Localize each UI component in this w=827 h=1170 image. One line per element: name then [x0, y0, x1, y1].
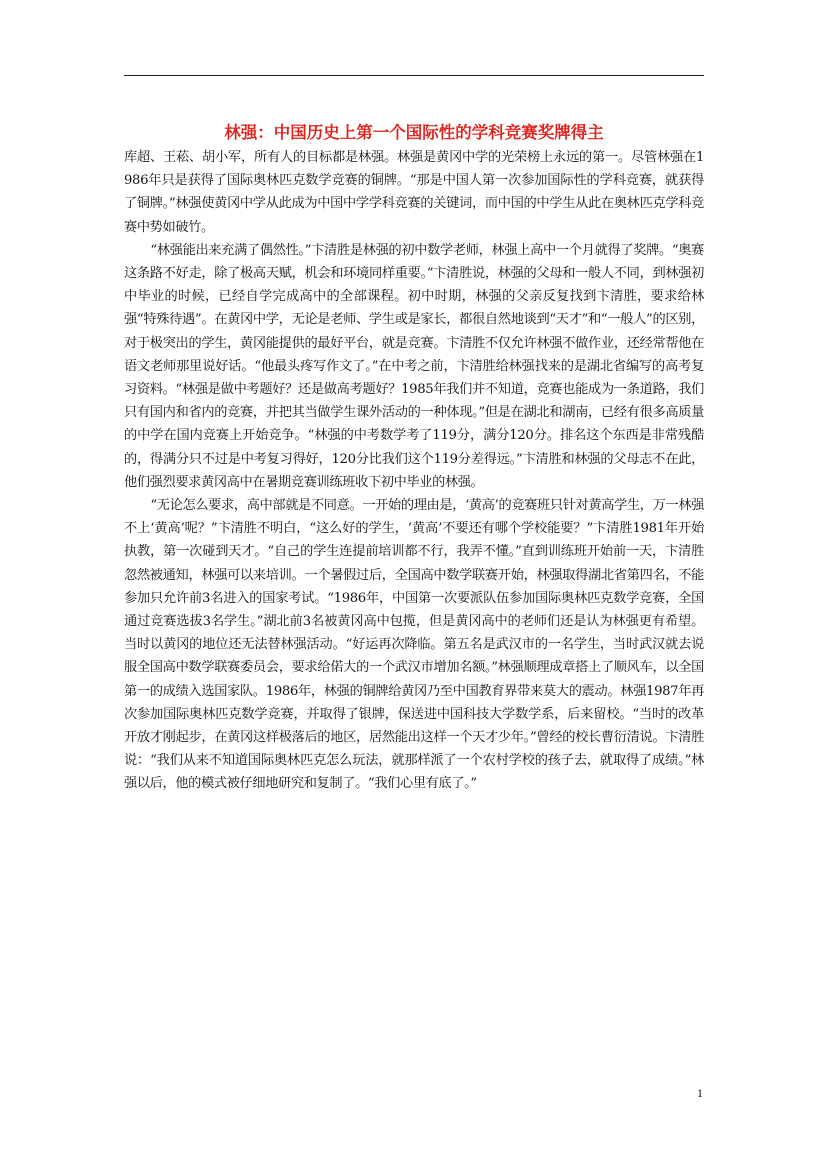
page-number: 1 — [697, 1086, 703, 1100]
article-body — [124, 146, 704, 796]
article-title: 林强：中国历史上第一个国际性的学科竞赛奖牌得主 — [224, 123, 604, 143]
header-rule — [124, 75, 704, 76]
paragraph-2: “林强能出来充满了偶然性。”卞清胜是林强的初中数学老师，林强上高中一个月就得了奖牌。“奥赛这条路不好走，除了极高天赋，机会和环境同样重要。”卞清胜说，林强的父母和一般人不同，到林强初中毕业的时候，已经自学完成高中的全部课程。初中时期，林强的父亲反复找到卞清胜，要求给林强“特殊待遇”。在黄冈中学，无论是老师、学生或是家长，都很自然地谈到“天才”和“一般人”的区别，对于极突出的学生，黄冈能提供的最好平台，就是竞赛。卞清胜不仅允许林强不做作业，还经常帮他在语文老师那里说好话。“他最头疼写作文了。”在中考之前，卞清胜给林强找来的是湖北省编写的高考复习资料。“林强是做中考题好？还是做高考题好？1985年我们并不知道，竞赛也能成为一条道路，我们只有国内和省内的竞赛，并把其当做学生课外活动的一种体现。”但是在湖北和湖南，已经有很多高质量的中学在国内竞赛上开始竞争。“林强的中考数学考了119分，满分120分。排名这个东西是非常残酷的，得满分只不过是中考复习得好，120分比我们这个119分差得远。”卞清胜和林强的父母志不在此，他们强烈要求黄冈高中在暑期竞赛训练班收下初中毕业的林强。 — [124, 242, 704, 490]
paragraph-1: 库超、王菘、胡小军，所有人的目标都是林强。林强是黄冈中学的光荣榜上永远的第一。尽管林强在1986年只是获得了国际奥林匹克数学竞赛的铜牌。“那是中国人第一次参加国际性的学科竞赛，就获得了铜牌。”林强使黄冈中学从此成为中国中学学科竞赛的关键词，而中国的中学生从此在奥林匹克学科竞赛中势如破竹。 — [124, 150, 704, 235]
paragraph-3: “无论怎么要求，高中部就是不同意。一开始的理由是，‘黄高’的竞赛班只针对黄高学生，万一林强不上‘黄高’呢？”卞清胜不明白，“这么好的学生，‘黄高’不要还有哪个学校能要？”卞清胜1981年开始执教，第一次碰到天才。“自己的学生连提前培训都不行，我弄不懂。”直到训练班开始前一天，卞清胜忽然被通知，林强可以来培训。一个暑假过后，全国高中数学联赛开始，林强取得湖北省第四名，不能参加只允许前3名进入的国家考试。“1986年，中国第一次要派队伍参加国际奥林匹克数学竞赛，全国通过竞赛选拔3名学生。”湖北前3名被黄冈高中包揽，但是黄冈高中的老师们还是认为林强更有希望。当时以黄冈的地位还无法替林强活动。“好运再次降临。第五名是武汉市的一名学生，当时武汉就去说服全国高中数学联赛委员会，要求给偌大的一个武汉市增加名额。”林强顺理成章搭上了顺风车，以全国第一的成绩入选国家队。1986年，林强的铜牌给黄冈乃至中国教育界带来莫大的震动。林强1987年再次参加国际奥林匹克数学竞赛，并取得了银牌，保送进中国科技大学数学系，后来留校。“当时的改革开放才刚起步，在黄冈这样极落后的地区，居然能出这样一个天才少年。”曾经的校长曹衍清说。卞清胜说：“我们从来不知道国际奥林匹克怎么玩法，就那样派了一个农村学校的孩子去，就取得了成绩。”林强以后，他的模式被仔细地研究和复制了。“我们心里有底了。” — [124, 498, 704, 792]
